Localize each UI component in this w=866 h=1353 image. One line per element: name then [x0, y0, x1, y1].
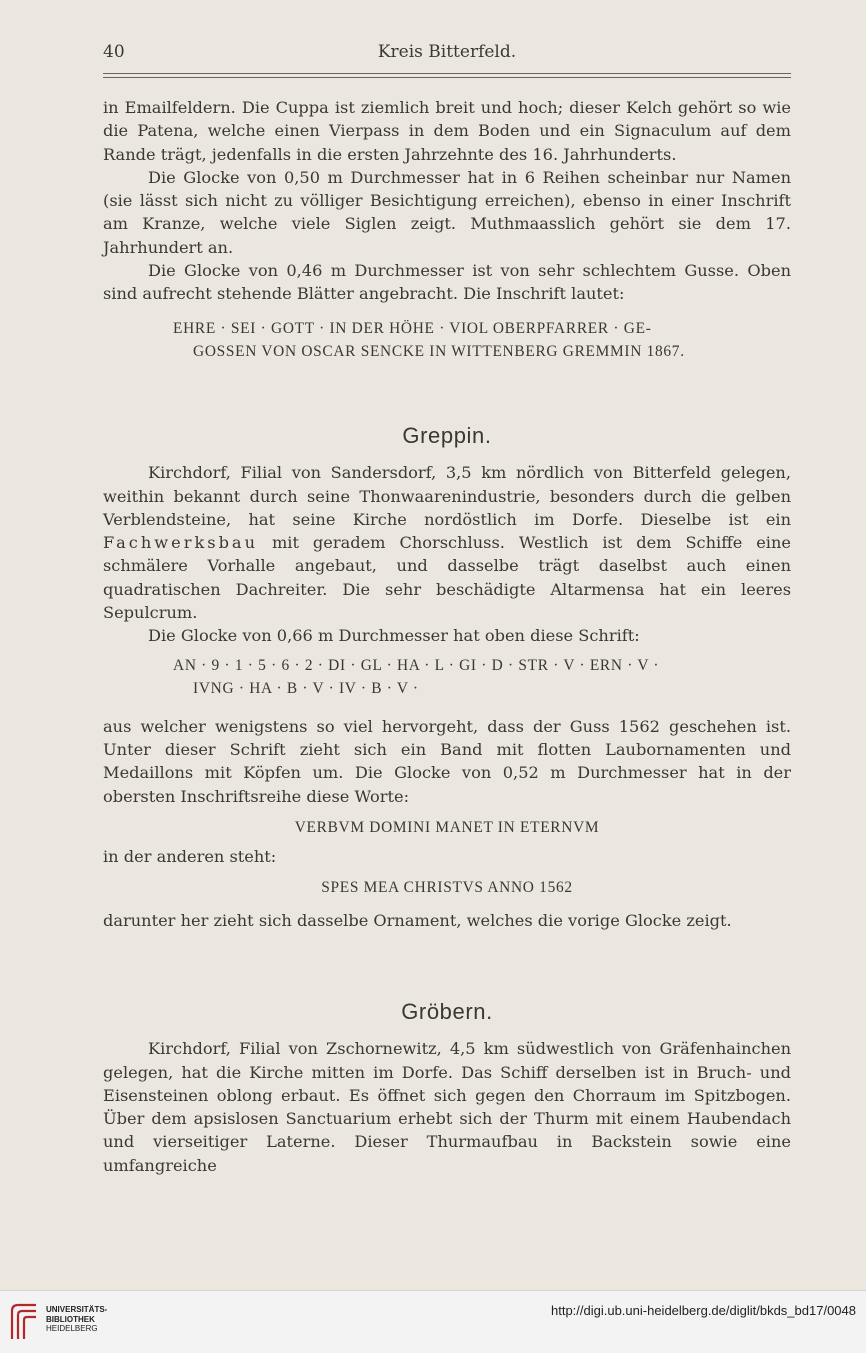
bell-inscription — [103, 317, 791, 363]
running-title: Kreis Bitterfeld. — [377, 42, 517, 62]
library-name-line: UNIVERSITÄTS- — [46, 1305, 108, 1314]
paragraph: darunter her zieht sich dasselbe Ornament, welches die vorige Glocke zeigt. — [103, 911, 732, 931]
university-library-logo-icon[interactable] — [8, 1301, 40, 1341]
paragraph: aus welcher wenigstens so viel hervorgeht, dass der Guss 1562 geschehen ist. Unter dieser Schrift zieht sich ein Band mit flotten Laubornamenten und Medaillons mit Köpfen um. Die Glocke von 0,52 m Durchmesser hat in der obersten Inschriftsreihe diese Worte: — [103, 716, 791, 806]
paragraph: Die Glocke von 0,50 m Durchmesser hat in 6 Reihen scheinbar nur Namen (sie lässt sich nicht zu völliger Besichtigung erreichen), ebenso in einer Inschrift am Kranze, welche viele Siglen zeigt. Muthmaasslich gehört sie dem 17. Jahrhundert an. — [103, 167, 791, 257]
spaced-term: Fachwerksbau — [103, 533, 259, 553]
inscription-line: GOSSEN VON OSCAR SENCKE IN WITTENBERG GREMMIN 1867. — [193, 342, 685, 360]
section-heading: Gröbern. — [401, 999, 493, 1024]
paragraph: Kirchdorf, Filial von Zschornewitz, 4,5 km südwestlich von Gräfenhainchen gelegen, hat die Kirche mitten im Dorfe. Das Schiff derselben ist in Bruch- und Eisensteinen oblong erbaut. Es öffnet sich gegen den Chorraum im Spitzbogen. Über dem apsislosen Sanctuarium erhebt sich der Thurm mit einem Haubendach und vierseitiger Laterne. Dieser Thurmaufbau in Backstein sowie eine umfangreiche — [103, 1039, 791, 1175]
text-run: mit geradem Chorschluss. Westlich ist dem Schiffe eine schmälere Vorhalle angebaut, und dasselbe trägt daselbst auch einen quadratischen Dachreiter. Die sehr beschädigte Altarmensa hat ein leeres Sepulcrum. — [103, 533, 791, 623]
paragraph: Die Glocke von 0,66 m Durchmesser hat oben diese Schrift: — [148, 626, 640, 646]
inscription-line: EHRE · SEI · GOTT · IN DER HÖHE · VIOL OBERPFARRER · GE- — [173, 319, 652, 337]
viewer-footer — [0, 1290, 866, 1353]
bell-inscription: SPES MEA CHRISTVS ANNO 1562 — [321, 879, 573, 897]
library-name — [46, 1305, 107, 1334]
page-number: 40 — [103, 42, 125, 62]
inscription-line: AN · 9 · 1 · 5 · 6 · 2 · DI · GL · HA · L · GI · D · STR · V · ERN · V · — [173, 656, 660, 674]
logo-strokes — [12, 1305, 36, 1339]
logo-stroke — [18, 1311, 36, 1339]
greppin-section — [103, 424, 791, 932]
inscription-line: IVNG · HA · B · V · IV · B · V · — [193, 679, 419, 697]
paragraph: Die Glocke von 0,46 m Durchmesser ist von sehr schlechtem Gusse. Oben sind aufrecht stehende Blätter angebracht. Die Inschrift lautet: — [103, 261, 791, 304]
library-name-line: BIBLIOTHEK — [46, 1314, 95, 1324]
library-name-line: HEIDELBERG — [46, 1324, 98, 1333]
permalink-url[interactable]: http://digi.ub.uni-heidelberg.de/diglit/bkds_bd17/0048 — [550, 1303, 856, 1318]
paragraph: in Emailfeldern. Die Cuppa ist ziemlich breit und hoch; dieser Kelch gehört so wie die Patena, welche einen Vierpass in dem Boden und ein Signaculum auf dem Rande trägt, jedenfalls in die ersten Jahrzehnte des 16. Jahrhunderts. — [103, 98, 791, 164]
header-rule-double — [103, 77, 791, 78]
header-rule — [103, 73, 791, 74]
paragraph — [103, 461, 791, 624]
intro-section — [103, 96, 791, 363]
paragraph: in der anderen steht: — [103, 846, 277, 866]
bell-inscription: VERBVM DOMINI MANET IN ETERNVM — [294, 818, 600, 836]
section-heading: Greppin. — [402, 423, 492, 448]
text-run: Kirchdorf, Filial von Sandersdorf, 3,5 km nördlich von Bitterfeld gelegen, weithin bekannt durch seine Thonwaarenindustrie, besonders durch die gelben Verblendsteine, hat seine Kirche nordöstlich im Dorfe. Dieselbe ist ein — [103, 463, 791, 529]
groebern-section — [103, 1000, 791, 1177]
bell-inscription — [103, 654, 791, 700]
logo-stroke — [24, 1317, 36, 1339]
running-header — [103, 42, 791, 72]
